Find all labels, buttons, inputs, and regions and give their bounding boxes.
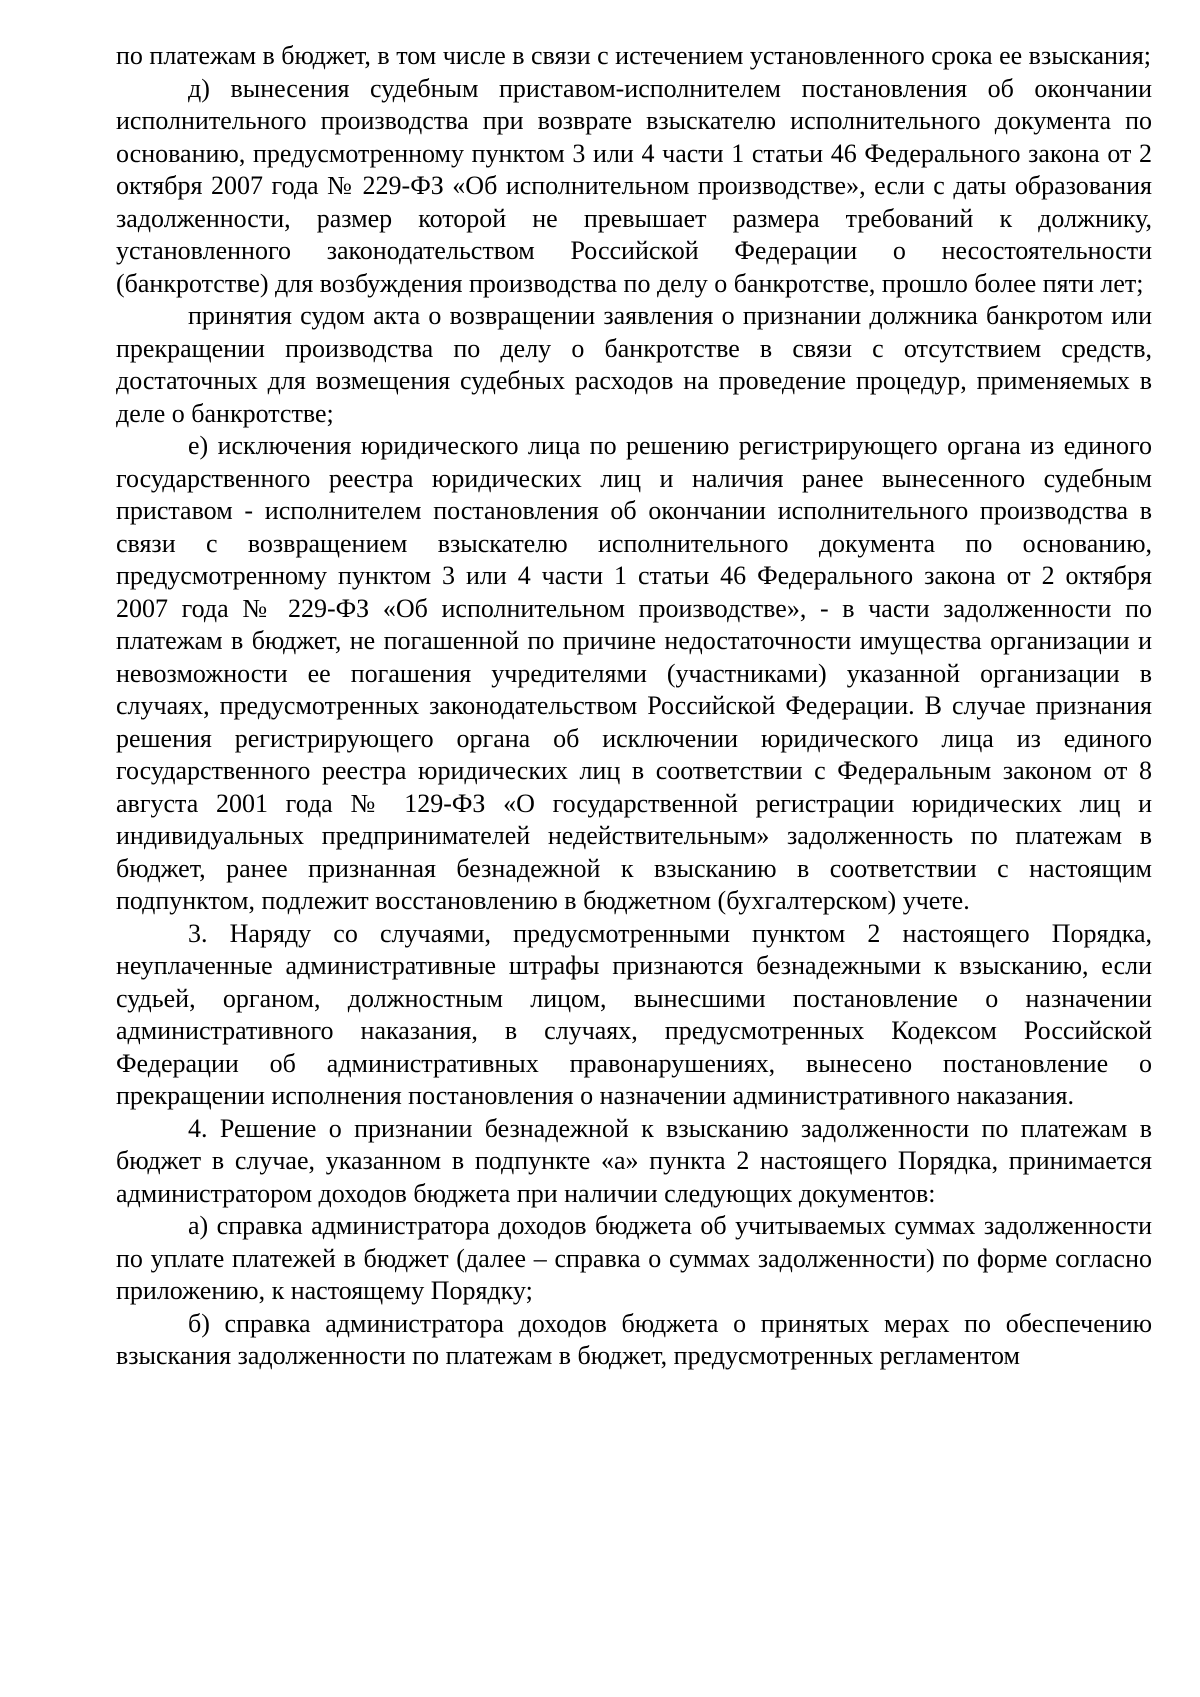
paragraph-subitem-a: а) справка администратора доходов бюджета об учитываемых суммах задолженности по уплате платежей в бюджет (далее – справка о суммах задолженности) по форме согласно приложению, к настоящему Порядку;: [116, 1211, 1152, 1305]
paragraph-section-3: 3. Наряду со случаями, предусмотренными пунктом 2 настоящего Порядка, неуплаченные административные штрафы признаются безнадежными к взысканию, если судьей, органом, должностным лицом, вынесшими постановление о назначении административного наказания, в случаях, предусмотренных Кодексом Российской Федерации об административных правонарушениях, вынесено постановление о прекращении исполнения постановления о назначении административного наказания.: [116, 918, 1152, 1110]
document-page: [116, 40, 1152, 1373]
paragraph-subitem-e: е) исключения юридического лица по решению регистрирующего органа из единого государственного реестра юридических лиц и наличия ранее вынесенного судебным приставом - исполнителем постановления об окончании исполнительного производства в связи с возвращением взыскателю исполнительного документа по основанию, предусмотренному пунктом 3 или 4 части 1 статьи 46 Федерального закона от 2 октября 2007 года № 229-ФЗ «Об исполнительном производстве», - в части задолженности по платежам в бюджет, не погашенной по причине недостаточности имущества организации и невозможности ее погашения учредителями (участниками) указанной организации в случаях, предусмотренных законодательством Российской Федерации. В случае признания решения регистрирующего органа об исключении юридического лица из единого государственного реестра юридических лиц в соответствии с Федеральным законом от 8 августа 2001 года № 129-ФЗ «О государственной регистрации юридических лиц и индивидуальных предпринимателей недействительным» задолженность по платежам в бюджет, ранее признанная безнадежной к взысканию в соответствии с настоящим подпунктом, подлежит восстановлению в бюджетном (бухгалтерском) учете.: [116, 431, 1152, 915]
paragraph-bankruptcy-court-act: принятия судом акта о возвращении заявления о признании должника банкротом или прекращении производства по делу о банкротстве в связи с отсутствием средств, достаточных для возмещения судебных расходов на проведение процедур, применяемых в деле о банкротстве;: [116, 301, 1152, 428]
paragraph-section-4: 4. Решение о признании безнадежной к взысканию задолженности по платежам в бюджет в случае, указанном в подпункте «а» пункта 2 настоящего Порядка, принимается администратором доходов бюджета при наличии следующих документов:: [116, 1113, 1152, 1208]
paragraph-subitem-b: б) справка администратора доходов бюджета о принятых мерах по обеспечению взыскания задолженности по платежам в бюджет, предусмотренных регламентом: [116, 1308, 1152, 1370]
paragraph-continuation: по платежам в бюджет, в том числе в связи с истечением установленного срока ее взыскания;: [116, 41, 1152, 70]
paragraph-subitem-d: д) вынесения судебным приставом-исполнителем постановления об окончании исполнительного производства при возврате взыскателю исполнительного документа по основанию, предусмотренному пунктом 3 или 4 части 1 статьи 46 Федерального закона от 2 октября 2007 года № 229-ФЗ «Об исполнительном производстве», если с даты образования задолженности, размер которой не превышает размера требований к должнику, установленного законодательством Российской Федерации о несостоятельности (банкротстве) для возбуждения производства по делу о банкротстве, прошло более пяти лет;: [116, 73, 1152, 298]
